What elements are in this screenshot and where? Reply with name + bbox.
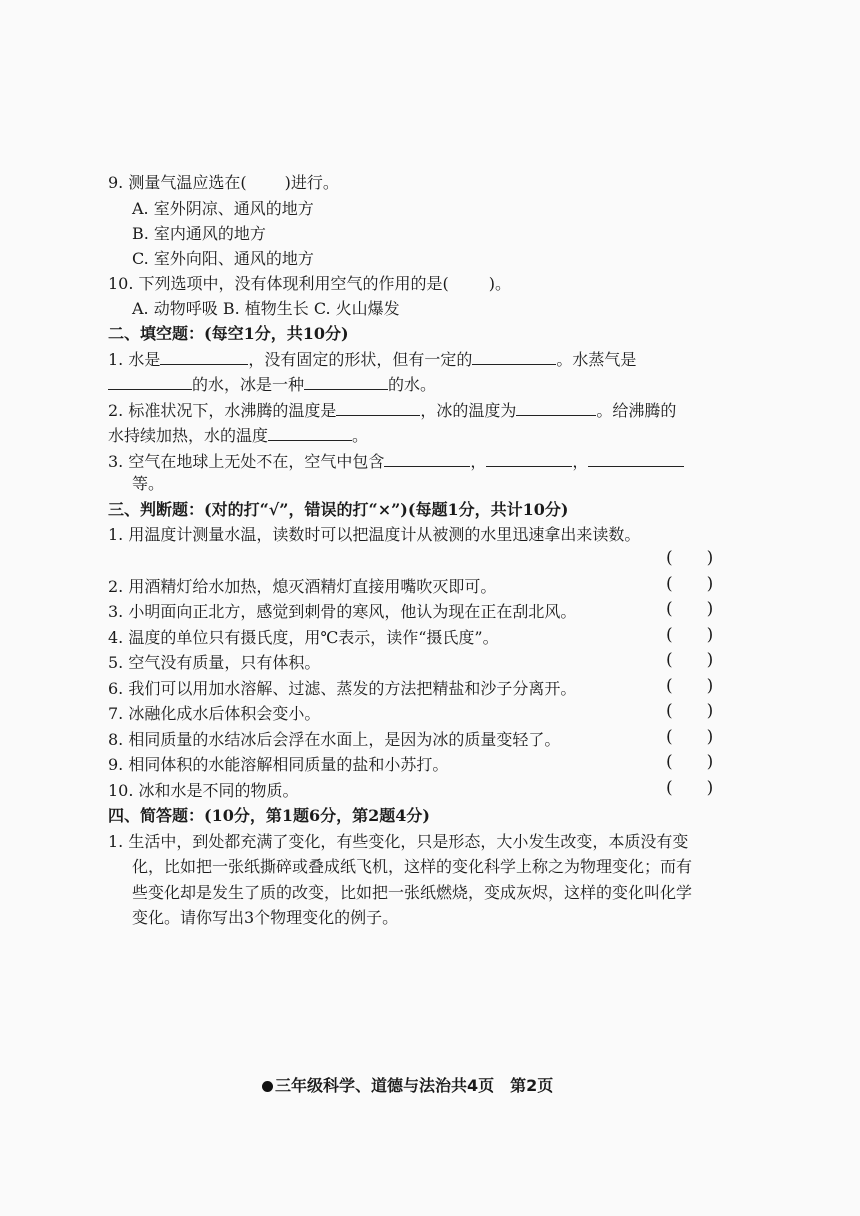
fill-q1-line2 [108,372,436,395]
answer-blank[interactable] [160,352,248,365]
paren-close: ) [706,574,714,594]
q9-stem: 9. 测量气温应选在( [108,173,247,192]
answer-parentheses[interactable] [666,752,713,772]
q10-options: A. 动物呼吸 B. 植物生长 C. 火山爆发 [132,299,400,318]
answer-parentheses[interactable] [666,650,713,670]
answer-parentheses[interactable] [666,727,713,747]
paren-open: ( [666,650,673,670]
fill-q2-text: ，冰的温度为 [420,401,517,420]
answer-parentheses[interactable] [666,701,713,721]
answer-parentheses[interactable] [666,599,713,619]
paren-open: ( [666,752,673,772]
fill-q1-line1 [108,347,636,370]
answer-blank[interactable] [384,454,470,467]
judge-item-3: 3. 小明面向正北方，感觉到刺骨的寒风，他认为现在正在刮北风。 [108,602,577,621]
paren-close: ) [706,701,714,721]
essay-q1-line: 些变化却是发生了质的改变，比如把一张纸燃烧，变成灰烬，这样的变化叫化学 [132,883,693,902]
paren-close: ) [706,778,714,798]
fill-q3-line1 [108,449,684,472]
fill-q3-text: 3. 空气在地球上无处不在，空气中包含 [108,452,385,471]
paren-open: ( [666,701,673,721]
fill-q3-comma: ， [470,452,487,471]
answer-blank[interactable] [472,352,556,365]
q9-option-b: B. 室内通风的地方 [132,224,266,243]
section-3-title: 三、判断题：(对的打“√”，错误的打“×”)(每题1分，共计10分) [108,500,569,519]
q9-option-c: C. 室外向阳、通风的地方 [132,249,314,268]
judge-item-10: 10. 冰和水是不同的物质。 [108,781,299,800]
section-2-title: 二、填空题：(每空1分，共10分) [108,324,349,343]
answer-parentheses[interactable] [666,778,713,798]
judge-item-5: 5. 空气没有质量，只有体积。 [108,653,321,672]
judge-item-9: 9. 相同体积的水能溶解相同质量的盐和小苏打。 [108,755,449,774]
answer-parentheses[interactable] [666,548,713,568]
paren-open: ( [666,574,673,594]
fill-q2-text: 2. 标准状况下，水沸腾的温度是 [108,401,337,420]
fill-q2-line2 [108,423,368,446]
question-10 [108,271,511,294]
page-footer [262,1073,553,1096]
fill-q1-text: 。水蒸气是 [556,350,637,369]
q10-stem-end: )。 [488,274,512,293]
answer-blank[interactable] [108,377,192,390]
answer-parentheses[interactable] [666,625,713,645]
answer-blank[interactable] [304,377,388,390]
essay-q1-line: 1. 生活中，到处都充满了变化，有些变化，只是形态，大小发生改变，本质没有变 [108,832,689,851]
essay-q1-line: 化，比如把一张纸撕碎或叠成纸飞机，这样的变化科学上称之为物理变化；而有 [132,857,693,876]
paren-close: ) [706,650,714,670]
section-4-title: 四、简答题：(10分，第1题6分，第2题4分) [108,806,430,825]
fill-q1-text: 的水。 [388,375,437,394]
judge-item-1: 1. 用温度计测量水温，读数时可以把温度计从被测的水里迅速拿出来读数。 [108,525,641,544]
judge-item-7: 7. 冰融化成水后体积会变小。 [108,704,321,723]
paren-close: ) [706,676,714,696]
judge-item-4: 4. 温度的单位只有摄氏度，用℃表示，读作“摄氏度”。 [108,628,499,647]
answer-blank[interactable] [336,403,420,416]
judge-item-8: 8. 相同质量的水结冰后会浮在水面上，是因为冰的质量变轻了。 [108,730,561,749]
q9-option-a: A. 室外阴凉、通风的地方 [132,199,314,218]
fill-q3-comma: ， [572,452,589,471]
answer-blank[interactable] [516,403,596,416]
answer-parentheses[interactable] [666,574,713,594]
judge-item-2: 2. 用酒精灯给水加热，熄灭酒精灯直接用嘴吹灭即可。 [108,577,497,596]
question-9 [108,170,339,193]
paren-close: ) [706,727,714,747]
q9-stem-end: )进行。 [284,173,339,192]
fill-q2-text: 。给沸腾的 [596,401,677,420]
paren-open: ( [666,548,673,568]
footer-text: 三年级科学、道德与法治共4页 第2页 [275,1076,554,1095]
paren-open: ( [666,676,673,696]
bullet-icon [262,1081,273,1092]
paren-close: ) [706,548,714,568]
fill-q1-text: ，没有固定的形状，但有一定的 [248,350,473,369]
paren-open: ( [666,599,673,619]
paren-close: ) [706,625,714,645]
fill-q2-text: 水持续加热，水的温度 [108,426,269,445]
paren-close: ) [706,752,714,772]
paren-close: ) [706,599,714,619]
answer-parentheses[interactable] [666,676,713,696]
paren-open: ( [666,778,673,798]
fill-q3-line2: 等。 [132,474,165,493]
fill-q1-text: 1. 水是 [108,350,161,369]
fill-q2-text: 。 [352,426,369,445]
fill-q2-line1 [108,398,676,421]
answer-blank[interactable] [588,454,684,467]
answer-blank[interactable] [268,428,352,441]
essay-q1-line: 变化。请你写出3个物理变化的例子。 [132,908,399,927]
paren-open: ( [666,625,673,645]
q10-stem: 10. 下列选项中，没有体现利用空气的作用的是( [108,274,449,293]
fill-q1-text: 的水，冰是一种 [192,375,305,394]
paren-open: ( [666,727,673,747]
answer-blank[interactable] [486,454,572,467]
judge-item-6: 6. 我们可以用加水溶解、过滤、蒸发的方法把精盐和沙子分离开。 [108,679,577,698]
